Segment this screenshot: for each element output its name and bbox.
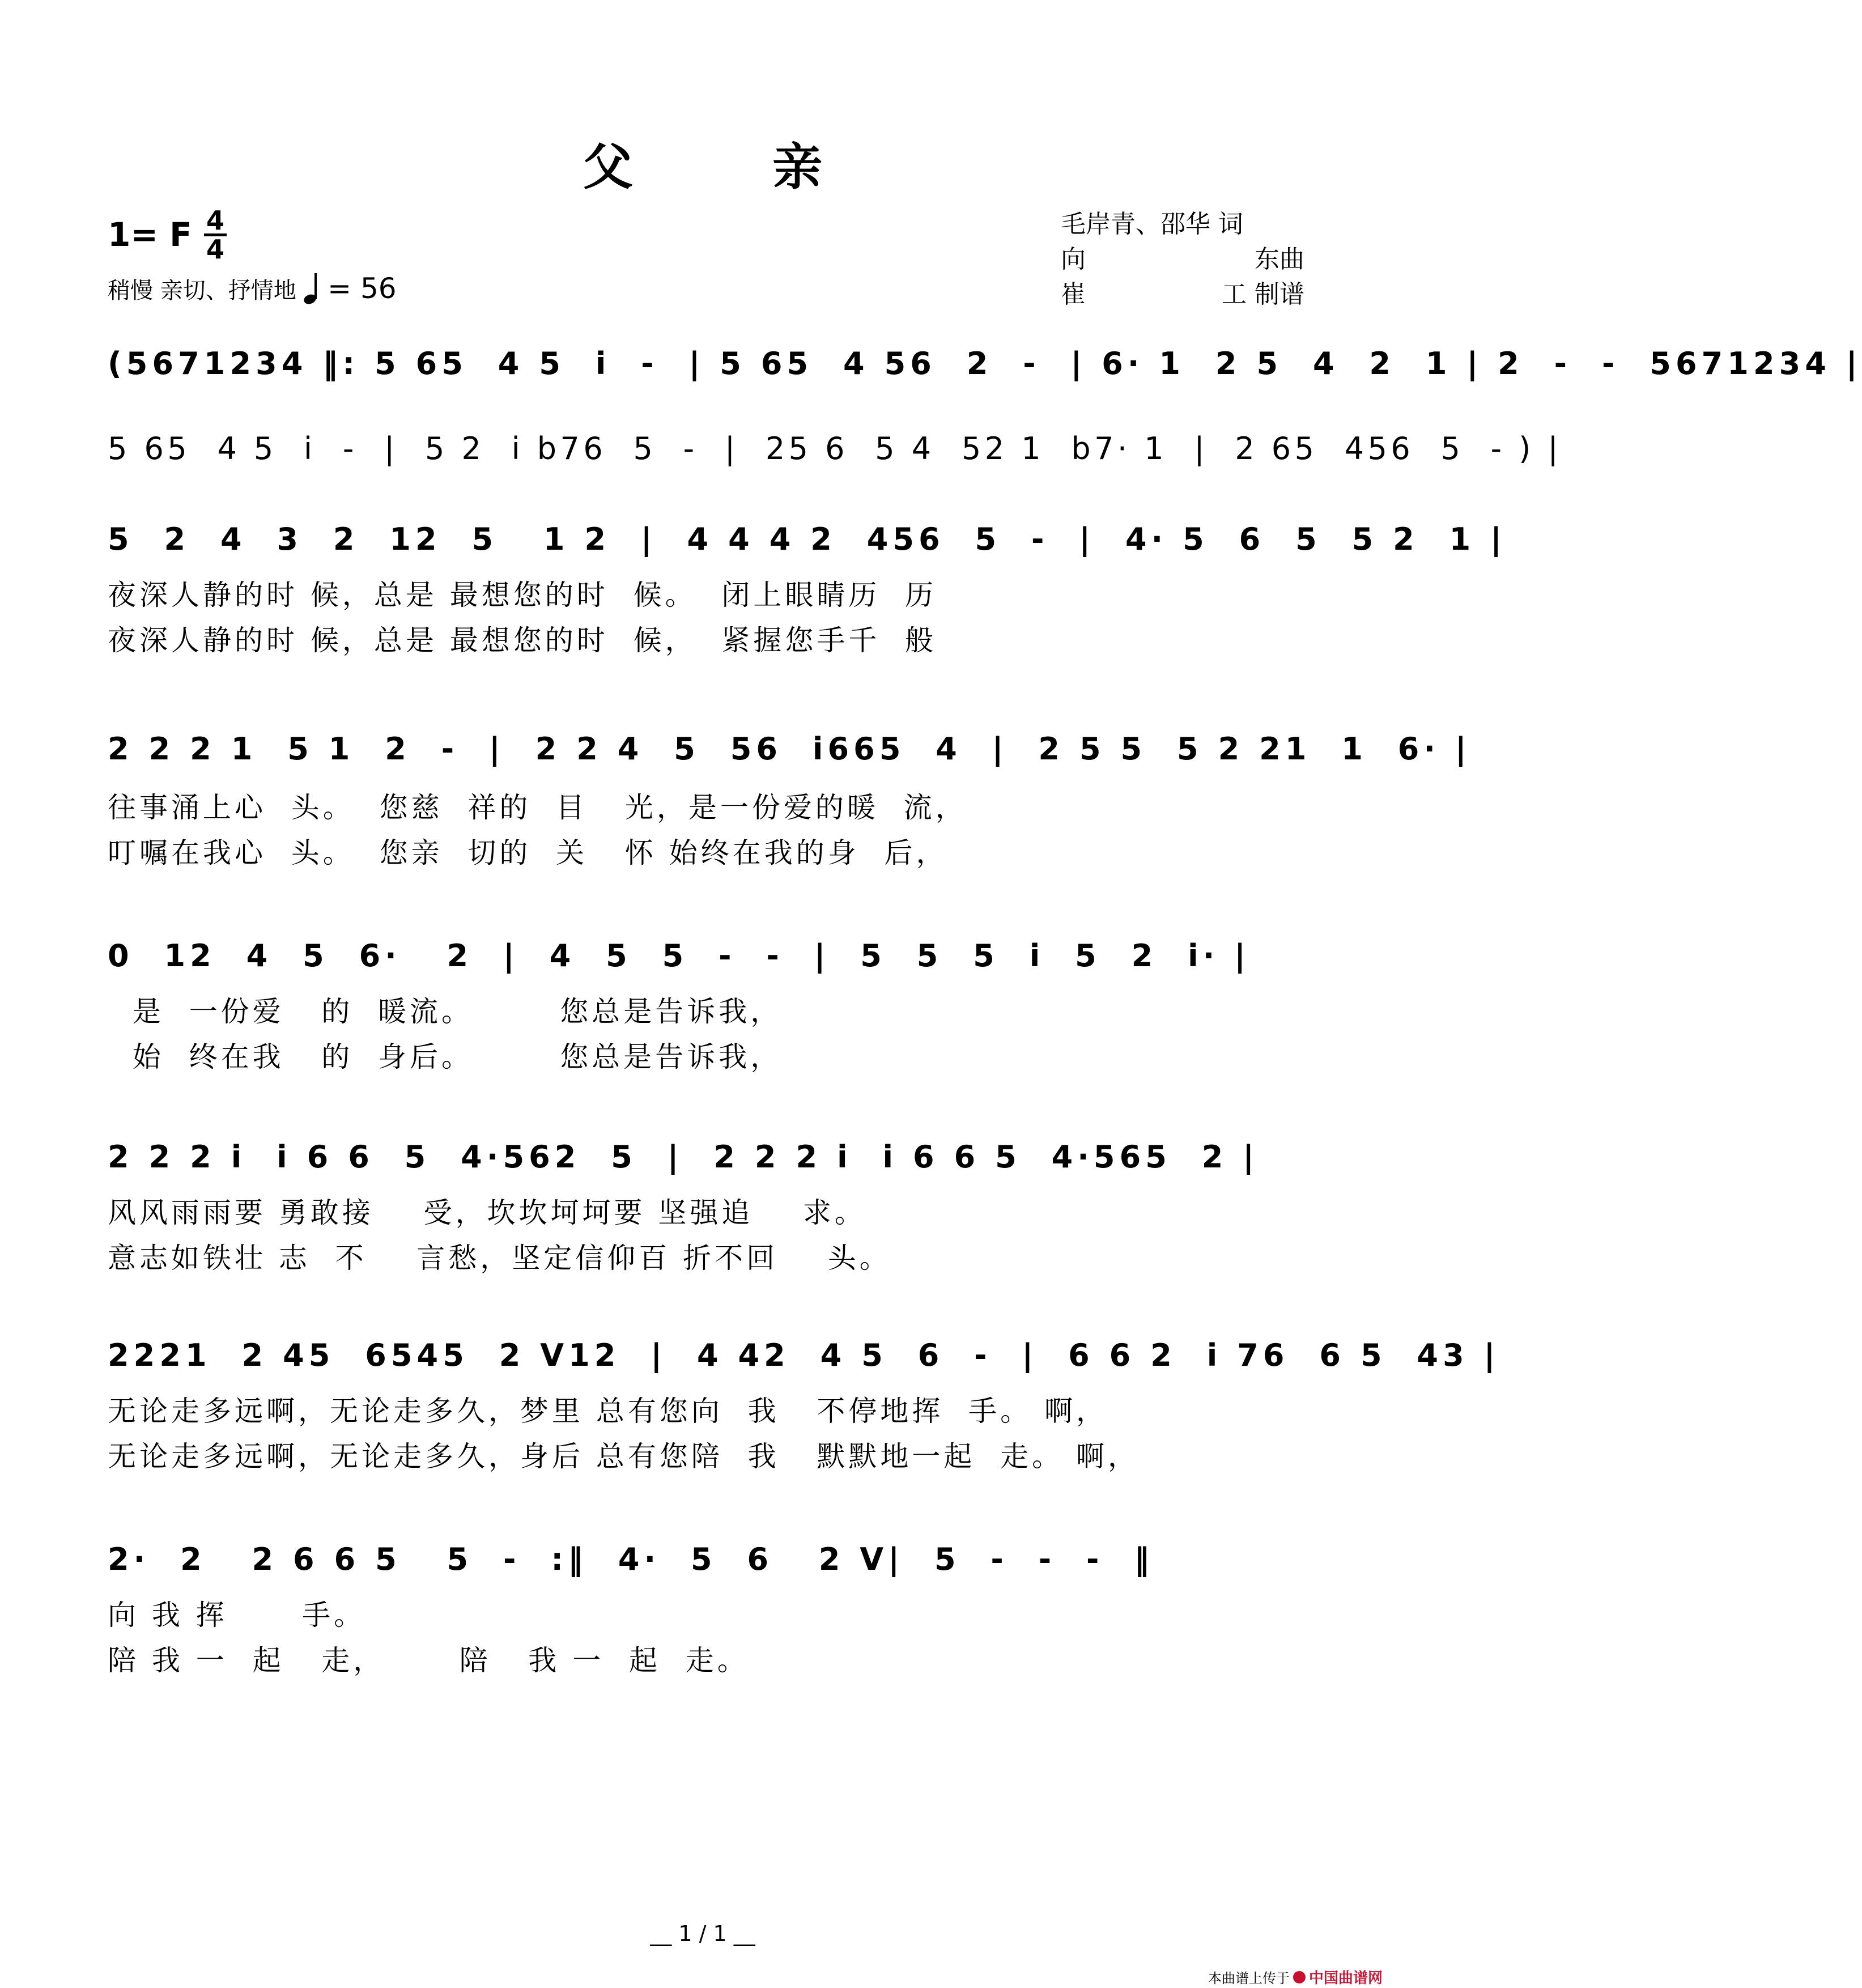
staff-line-3: 5 2 4 3 2 12 5 1 2 | 4 4 4 2 456 5 - | 4· 5 6 5 5 2 1 | <box>108 521 1507 557</box>
tempo-text: 稍慢 亲切、抒情地 <box>108 278 296 304</box>
staff-line-4: 2 2 2 1 5 1 2 - | 2 2 4 5 56 i665 4 | 2 5 5 5 2 21 1 6· | <box>108 731 1471 767</box>
time-signature <box>201 205 229 265</box>
staff-line-1: (5671234 ‖: 5 65 4 5 i - | 5 65 4 56 2 - | 6· 1 2 5 4 2 1 | 2 - - 5671234 | <box>108 346 1862 381</box>
composer-credit-a: 向 <box>1061 245 1086 274</box>
composer-credit-b: 东曲 <box>1255 245 1304 274</box>
credits <box>1061 207 1304 312</box>
staff-line-2: 5 65 4 5 i - | 5 2 i b76 5 - | 25 6 5 4 52 1 b7· 1 | 2 65 456 5 - ) | <box>108 431 1562 466</box>
arranger-credit-a: 崔 <box>1061 280 1086 309</box>
staff-line-8: 2· 2 2 6 6 5 5 - :‖ 4· 5 6 2 V| 5 - - - ‖ <box>108 1541 1154 1577</box>
lyric-line-7b: 无论走多远啊，无论走多久，身后 总有您陪 我 默默地一起 走。 啊， <box>108 1440 1140 1473</box>
site-logo-icon <box>1293 1971 1306 1983</box>
footer-note <box>1208 1966 1383 1987</box>
page-number: __ 1 / 1 __ <box>650 1921 755 1946</box>
lyric-line-5b: 始 终在我 的 身后。 您总是告诉我， <box>108 1040 783 1073</box>
lyric-line-7a: 无论走多远啊，无论走多久，梦里 总有您向 我 不停地挥 手。 啊， <box>108 1395 1108 1428</box>
time-denominator: 4 <box>206 234 224 265</box>
site-name: 中国曲谱网 <box>1308 1970 1383 1987</box>
lyric-line-4b: 叮嘱在我心 头。 您亲 切的 关 怀 始终在我的身 后， <box>108 836 948 869</box>
staff-line-5: 0 12 4 5 6· 2 | 4 5 5 - - | 5 5 5 i 5 2 i· | <box>108 938 1251 974</box>
time-numerator: 4 <box>206 205 224 236</box>
score-title: 父 亲 <box>583 138 868 196</box>
lyric-line-6b: 意志如铁壮 志 不 言愁，坚定信仰百 折不回 头。 <box>108 1242 891 1275</box>
lyric-line-8b: 陪 我 一 起 走， 陪 我 一 起 走。 <box>108 1644 749 1677</box>
lyric-line-3a: 夜深人静的时 候，总是 最想您的时 候。 闭上眼睛历 历 <box>108 579 937 611</box>
arranger-credit-b: 工 制谱 <box>1222 280 1304 309</box>
lyric-line-6a: 风风雨雨要 勇敢接 受，坎坎坷坷要 坚强追 求。 <box>108 1196 866 1229</box>
quarter-note-icon <box>303 278 328 304</box>
lyric-line-3b: 夜深人静的时 候，总是 最想您的时 候， 紧握您手千 般 <box>108 624 937 657</box>
footer-upload-text: 本曲谱上传于 <box>1208 1970 1290 1986</box>
tempo-value: = 56 <box>328 272 397 305</box>
key-signature: 1= F <box>108 215 192 254</box>
lyric-line-8a: 向 我 挥 手。 <box>108 1599 366 1632</box>
staff-line-7: 2221 2 45 6545 2 V12 | 4 42 4 5 6 - | 6 6 2 i 76 6 5 43 | <box>108 1337 1500 1373</box>
lyric-line-4a: 往事涌上心 头。 您慈 祥的 目 光，是一份爱的暖 流， <box>108 791 967 824</box>
staff-line-6: 2 2 2 i i 6 6 5 4·562 5 | 2 2 2 i i 6 6 5 4·565 2 | <box>108 1139 1259 1175</box>
lyric-line-5a: 是 一份爱 的 暖流。 您总是告诉我， <box>108 995 783 1028</box>
tempo-marking <box>108 271 397 305</box>
lyricist-credit: 毛岸青、邵华 词 <box>1061 210 1243 239</box>
